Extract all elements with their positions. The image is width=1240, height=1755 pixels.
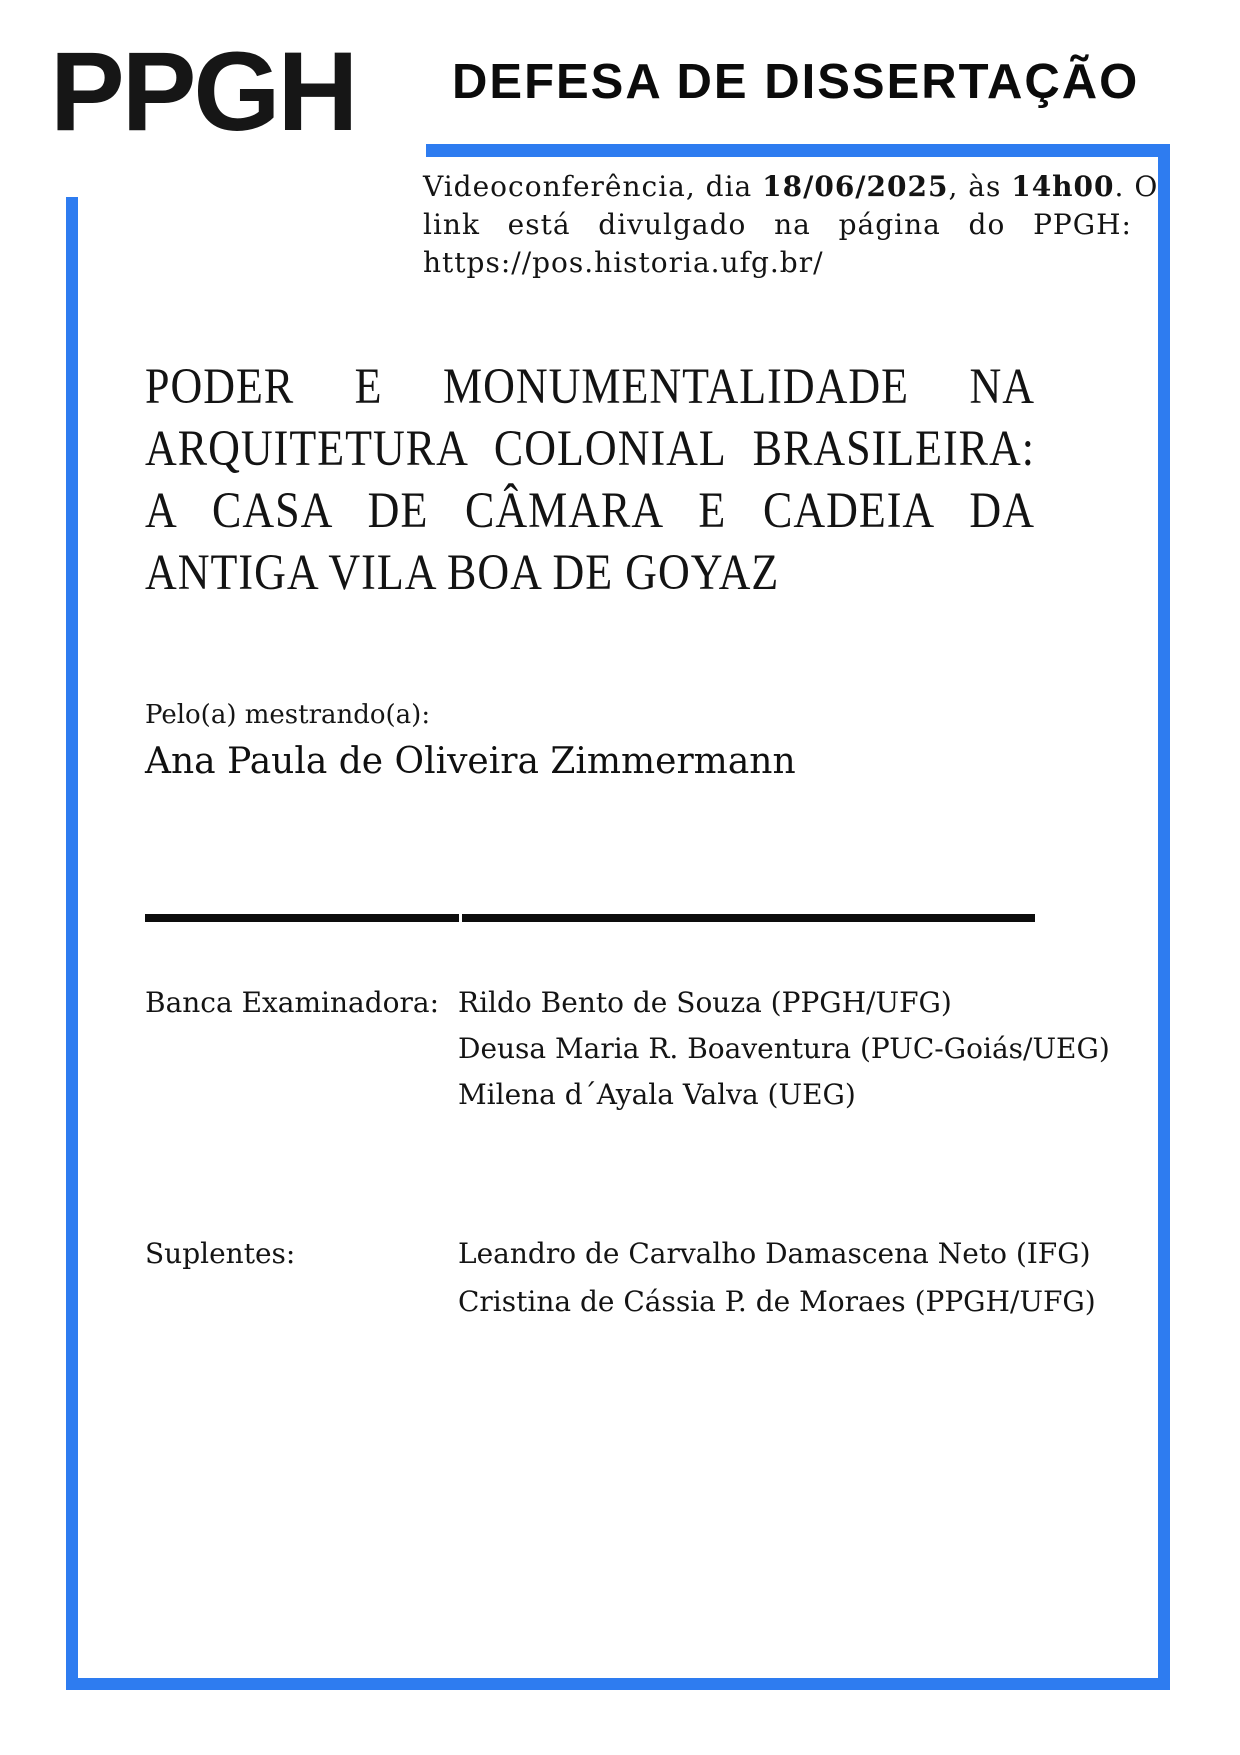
dissertation-title-line-3: A CASA DE CÂMARA E CADEIA DA xyxy=(145,482,1035,539)
frame-left-line xyxy=(66,197,78,1690)
divider-rule xyxy=(145,914,1035,922)
dissertation-title-line-2: ARQUITETURA COLONIAL BRASILEIRA: xyxy=(145,420,1035,477)
student-name: Ana Paula de Oliveira Zimmermann xyxy=(145,741,796,782)
substitute-member-1: Leandro de Carvalho Damascena Neto (IFG) xyxy=(458,1237,1091,1270)
substitutes-members xyxy=(458,1230,1096,1326)
frame-right-line xyxy=(1158,144,1170,1690)
frame-bottom-line xyxy=(66,1678,1170,1690)
event-line-1-middle: , às xyxy=(948,170,1012,203)
substitutes-section xyxy=(145,1230,1096,1326)
ppgh-logo: PPGH xyxy=(50,29,356,154)
committee-label: Banca Examinadora: xyxy=(145,986,440,1019)
student-label: Pelo(a) mestrando(a): xyxy=(145,700,431,730)
dissertation-title xyxy=(145,356,1035,604)
divider-rule-seam xyxy=(459,914,462,922)
substitutes-label: Suplentes: xyxy=(145,1237,296,1270)
committee-member-1: Rildo Bento de Souza (PPGH/UFG) xyxy=(458,986,952,1019)
substitute-member-2: Cristina de Cássia P. de Moraes (PPGH/UFG) xyxy=(458,1285,1096,1318)
committee-member-2: Deusa Maria R. Boaventura (PUC-Goiás/UEG) xyxy=(458,1032,1110,1065)
event-url: https://pos.historia.ufg.br/ xyxy=(423,246,824,279)
committee-members xyxy=(458,980,1110,1118)
committee-section xyxy=(145,980,1110,1118)
event-date: 18/06/2025 xyxy=(762,170,949,203)
dissertation-title-line-4: ANTIGA VILA BOA DE GOYAZ xyxy=(145,544,780,601)
event-info xyxy=(423,168,1159,282)
event-line-1-suffix: . O xyxy=(1114,170,1159,203)
event-line-1 xyxy=(423,168,1159,206)
frame-top-line xyxy=(426,144,1170,157)
event-line-1-prefix: Videoconferência, dia xyxy=(423,170,763,203)
event-time: 14h00 xyxy=(1011,170,1115,203)
event-line-2: link está divulgado na página do PPGH: xyxy=(423,208,1132,241)
banner-title: DEFESA DE DISSERTAÇÃO xyxy=(452,55,1140,109)
dissertation-title-line-1: PODER E MONUMENTALIDADE NA xyxy=(145,358,1035,415)
committee-member-3: Milena d´Ayala Valva (UEG) xyxy=(458,1078,856,1111)
